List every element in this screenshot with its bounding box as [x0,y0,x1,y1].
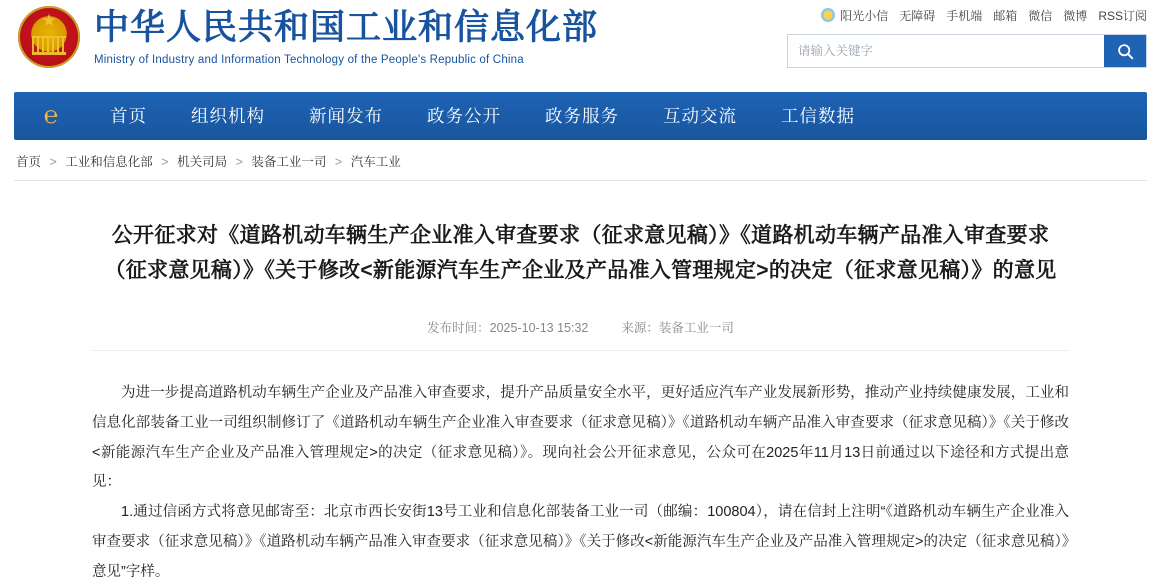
breadcrumb-separator: > [235,155,243,169]
site-title-en: Ministry of Industry and Information Technology of the People's Republic of China [94,53,524,66]
top-link-wechat[interactable]: 微信 [1028,8,1053,23]
site-brand[interactable] [14,0,598,68]
publish-time-label: 发布时间： [427,321,490,336]
breadcrumb-separator: > [334,155,343,169]
header-right [787,0,1147,68]
nav-item-interaction[interactable]: 互动交流 [663,106,737,126]
source-label: 来源： [621,321,659,336]
search-input[interactable] [788,35,1104,67]
breadcrumb-item-auto-industry[interactable]: 汽车工业 [350,155,401,169]
article-meta [92,318,1069,351]
breadcrumb-item-equipment-dept[interactable]: 装备工业一司 [251,155,327,169]
miit-logo-icon: ℮ [43,102,59,129]
article-paragraph: 为进一步提高道路机动车辆生产企业及产品准入审查要求，提升产品质量安全水平，更好适应汽车产业发展新形势，推动产业持续健康发展，工业和信息化部装备工业一司组织制修订了《道路机动车辆生产企业准入审查要求（征求意见稿）》《道路机动车辆产品准入审查要求（征求意见稿）》《关于修改<新能源汽车生产企业及产品准入管理规定>的决定（征求意见稿）》。现向社会公开征求意见，公众可在2025年11月13日前通过以下途径和方式提出意见： [92,385,1069,491]
breadcrumb-item-miit[interactable]: 工业和信息化部 [65,155,153,169]
nav-item-government-disclosure[interactable]: 政务公开 [427,106,501,126]
nav-item-organization[interactable]: 组织机构 [191,106,265,126]
site-title-cn: 中华人民共和国工业和信息化部 [94,8,599,48]
nav-item-home[interactable]: 首页 [110,106,147,126]
breadcrumb-separator: > [49,155,57,169]
site-header [0,0,1161,92]
source-value: 装备工业一司 [658,321,734,336]
breadcrumb-item-departments[interactable]: 机关司局 [177,155,228,169]
search-icon [1117,43,1134,60]
nav-item-government-services[interactable]: 政务服务 [545,106,619,126]
main-nav [14,92,1147,140]
page-title: 公开征求对《道路机动车辆生产企业准入审查要求（征求意见稿）》《道路机动车辆产品准入审查要求（征求意见稿）》《关于修改<新能源汽车生产企业及产品准入管理规定>的决定（征求意见稿）》的意见 [104,224,1057,282]
article-paragraph: 1.通过信函方式将意见邮寄至：北京市西长安街13号工业和信息化部装备工业一司（邮编：100804），请在信封上注明“《道路机动车辆生产企业准入审查要求（征求意见稿）》《道路机动车辆产品准入审查要求（征求意见稿）》《关于修改<新能源汽车生产企业及产品准入管理规定>的决定（征求意见稿）》意见”字样。 [92,504,1069,580]
breadcrumb [14,140,1147,181]
breadcrumb-item-home[interactable]: 首页 [16,155,42,169]
national-emblem-icon [18,6,80,68]
top-link-weibo[interactable]: 微博 [1063,8,1088,23]
publish-time-value: 2025-10-13 15:32 [489,321,589,336]
breadcrumb-separator: > [161,155,169,169]
sun-icon [821,8,835,22]
top-link-mobile[interactable]: 手机端 [946,8,983,23]
top-utility-links [787,4,1147,26]
search-box [787,34,1147,68]
article [0,219,1161,585]
nav-item-data[interactable]: 工信数据 [781,106,855,126]
brand-text [94,8,598,65]
top-link-accessibility[interactable]: 无障碍 [899,8,936,23]
nav-item-news[interactable]: 新闻发布 [309,106,383,126]
top-link-rss[interactable]: RSS订阅 [1098,8,1147,23]
search-button[interactable] [1104,35,1146,67]
article-body [92,379,1069,585]
top-link-mail[interactable]: 邮箱 [993,8,1018,23]
top-link-sunshine[interactable]: 阳光小信 [840,8,889,23]
